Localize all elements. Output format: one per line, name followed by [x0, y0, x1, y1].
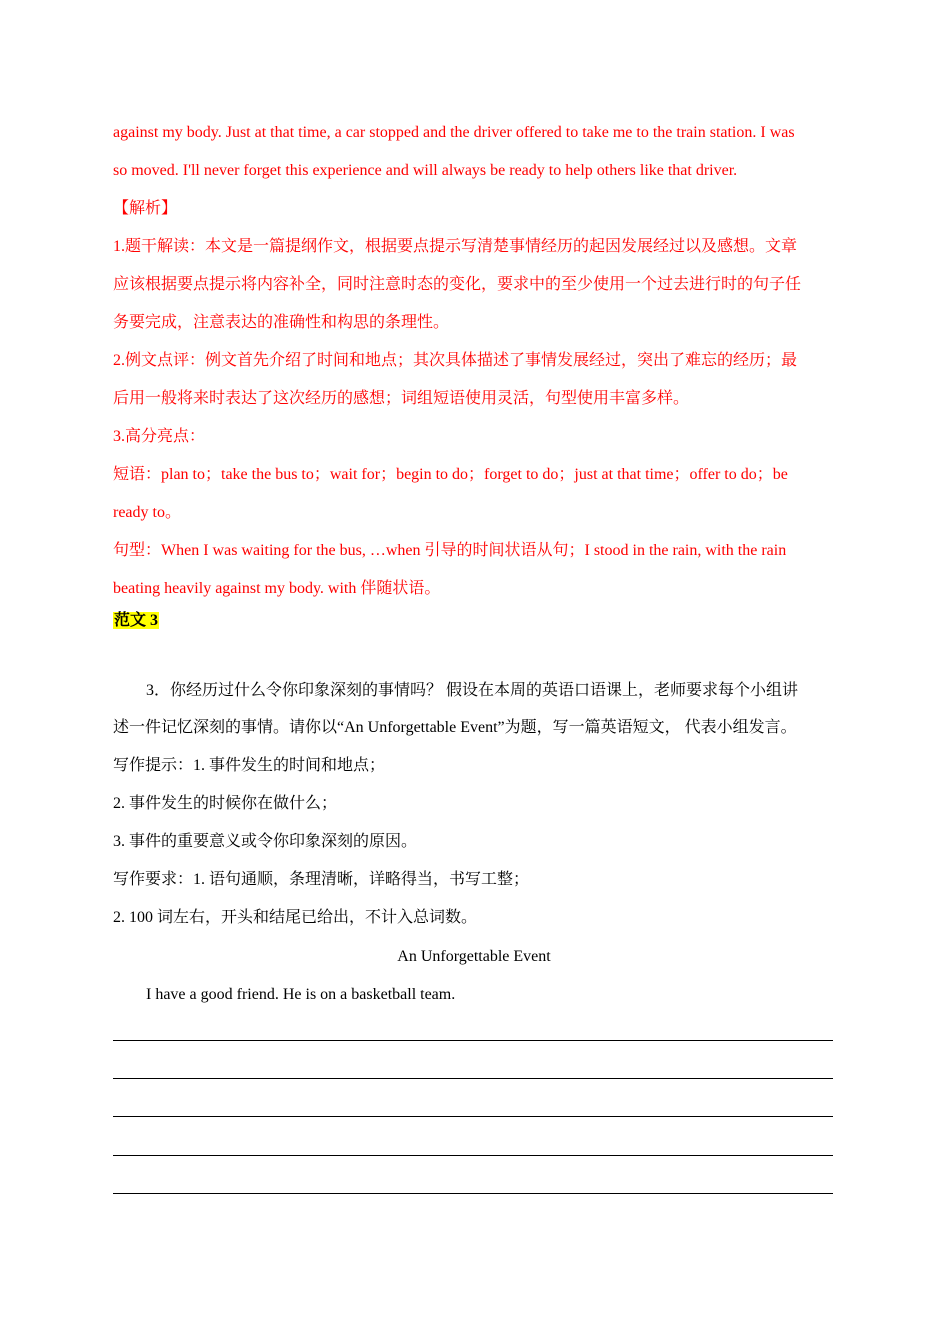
writing-line: [113, 1116, 833, 1117]
question-line: 2. 事件发生的时候你在做什么；: [113, 795, 338, 812]
text-line: 1.题干解读：本文是一篇提纲作文，根据要点提示写清楚事情经历的起因发展经过以及感想。文章: [113, 238, 798, 255]
text-line: 应该根据要点提示将内容补全，同时注意时态的变化，要求中的至少使用一个过去进行时的句子任: [113, 276, 802, 293]
question-line: 述一件记忆深刻的事情。请你以“An Unforgettable Event”为题，写一篇英语短文， 代表小组发言。: [113, 719, 797, 736]
text-line: 务要完成，注意表达的准确性和构思的条理性。: [113, 314, 450, 331]
essay-title: An Unforgettable Event: [397, 948, 551, 965]
text-line: 短语：plan to；take the bus to；wait for；begin to do；forget to do；just at that time；offer to do；be: [113, 466, 788, 483]
writing-line: [113, 1193, 833, 1194]
essay-opening: I have a good friend. He is on a basketball team.: [146, 986, 456, 1003]
section-label-text: 范文 3: [114, 612, 159, 629]
text-line: 后用一般将来时表达了这次经历的感想；词组短语使用灵活，句型使用丰富多样。: [113, 390, 690, 407]
writing-line: [113, 1040, 833, 1041]
text-line: 3.高分亮点：: [113, 428, 206, 445]
question-line: 2. 100 词左右，开头和结尾已给出，不计入总词数。: [113, 909, 478, 926]
text-line: against my body. Just at that time, a car stopped and the driver offered to take me to the train station. I was: [113, 124, 795, 141]
question-line: 3．你经历过什么令你印象深刻的事情吗？ 假设在本周的英语口语课上，老师要求每个小组讲: [146, 682, 799, 699]
text-line: ready to。: [113, 504, 181, 521]
text-line: 2.例文点评：例文首先介绍了时间和地点；其次具体描述了事情发展经过，突出了难忘的经历；最: [113, 352, 798, 369]
writing-line: [113, 1155, 833, 1156]
text-line: 句型：When I was waiting for the bus, …when 引导的时间状语从句；I stood in the rain, with the rain: [113, 542, 787, 559]
question-line: 3. 事件的重要意义或令你印象深刻的原因。: [113, 833, 418, 850]
text-line: so moved. I'll never forget this experience and will always be ready to help others like that driver.: [113, 162, 738, 179]
question-line: 写作要求：1. 语句通顺，条理清晰，详略得当，书写工整；: [113, 871, 530, 888]
text-line: beating heavily against my body. with 伴随状语。: [113, 580, 441, 597]
analysis-heading: 【解析】: [113, 200, 178, 217]
question-line: 写作提示：1. 事件发生的时间和地点；: [113, 757, 386, 774]
writing-line: [113, 1078, 833, 1079]
section-label: [113, 611, 159, 631]
